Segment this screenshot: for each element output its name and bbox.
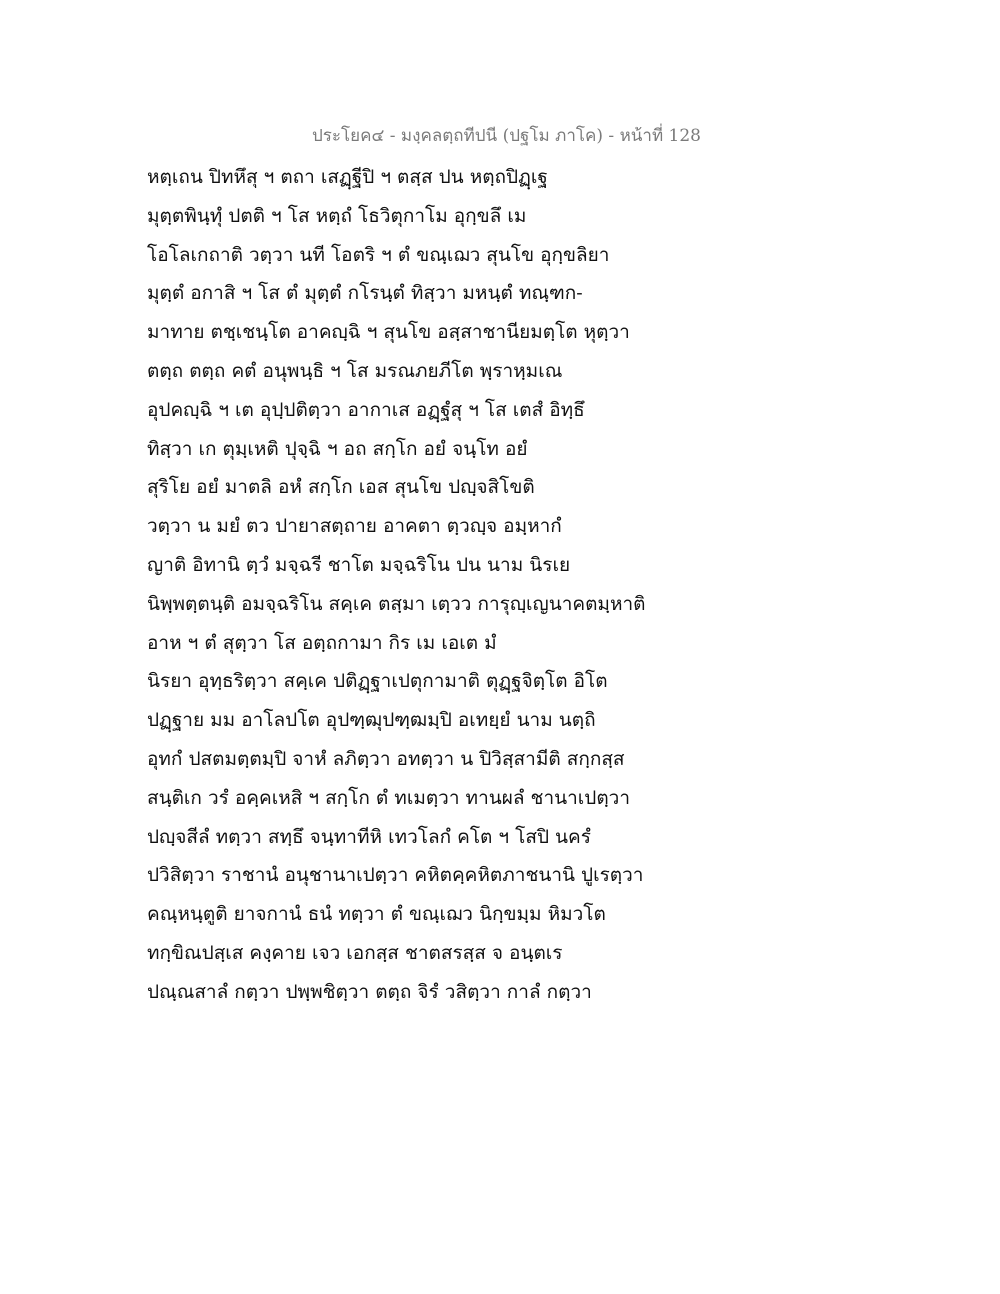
text-line: คณฺหนฺตูติ ยาจกานํ ธนํ ทตฺวา ตํ ขณฺเฌว นิกฺขมฺม หิมวโต xyxy=(147,903,606,926)
text-line: มุตฺตํ อกาสิ ฯ โส ตํ มุตฺตํ กโรนฺตํ ทิสฺวา มหนฺตํ ทณฺฑก- xyxy=(147,282,583,305)
text-line: ปฏฺฐาย มม อาโลปโต อุปฑฺฒุปฑฺฒมฺปิ อเทยฺยํ นาม นตฺถิ xyxy=(147,709,596,732)
text-line: ตตฺถ ตตฺถ คตํ อนุพนฺธิ ฯ โส มรณภยภีโต พฺราหฺมเณ xyxy=(147,359,563,382)
text-line: ปญฺจสีลํ ทตฺวา สทฺธึ จนฺทาทีหิ เทวโลกํ คโต ฯ โสปิ นครํ xyxy=(147,825,591,848)
text-line: ปวิสิตฺวา ราชานํ อนุชานาเปตฺวา คหิตคฺคหิตภาชนานิ ปูเรตฺวา xyxy=(147,864,644,887)
text-line: ญาติ อิทานิ ตฺวํ มจฺฉรี ชาโต มจฺฉริโน ปน นาม นิรเย xyxy=(147,553,571,576)
text-line: มุตฺตพินฺทุํ ปตติ ฯ โส หตฺถํ โธวิตุกาโม อุกฺขลึ เม xyxy=(147,204,527,227)
text-line: อุปคญฺฉิ ฯ เต อุปฺปติตฺวา อากาเส อฏฺฐํสุ ฯ โส เตสํ อิทฺธึ xyxy=(147,398,585,421)
text-line: มาทาย ตชฺเชนฺโต อาคญฺฉิ ฯ สุนโข อสฺสาชานียมตฺโต หุตฺวา xyxy=(147,321,630,344)
text-line: อาห ฯ ตํ สุตฺวา โส อตฺถกามา กิร เม เอเต มํ xyxy=(147,631,497,654)
text-line: นิรยา อุทฺธริตฺวา สคฺเค ปติฏฺฐาเปตุกามาติ ตุฏฺฐจิตฺโต อิโต xyxy=(147,670,608,693)
body-text xyxy=(147,158,707,1012)
text-line: ทกฺขิณปสฺเส คงฺคาย เจว เอกสฺส ชาตสรสฺส จ อนฺตเร xyxy=(147,941,563,964)
text-line: สนฺติเก วรํ อคฺคเหสิ ฯ สกฺโก ตํ ทเมตฺวา ทานผลํ ชานาเปตฺวา xyxy=(147,786,631,809)
running-header: ประโยค๔ - มงฺคลตฺถทีปนี (ปฐโม ภาโค) - หน้าที่ 128 xyxy=(312,126,701,146)
text-line: อุทกํ ปสตมตฺตมฺปิ จาหํ ลภิตฺวา อทตฺวา น ปิวิสฺสามีติ สกฺกสฺส xyxy=(147,747,625,770)
text-line: โอโลเกถาติ วตฺวา นที โอตริ ฯ ตํ ขณฺเฌว สุนโข อุกฺขลิยา xyxy=(147,243,610,266)
text-line: วตฺวา น มยํ ตว ปายาสตฺถาย อาคตา ตฺวญฺจ อมฺหากํ xyxy=(147,515,562,538)
text-line: หตฺเถน ปิทหึสุ ฯ ตถา เสฏฺฐีปิ ฯ ตสฺส ปน หตฺถปิฏฺเฐ xyxy=(147,166,548,188)
text-line: ปณฺณสาลํ กตฺวา ปพฺพชิตฺวา ตตฺถ จิรํ วสิตฺวา กาลํ กตฺวา xyxy=(147,980,592,1003)
text-line: สุริโย อยํ มาตลิ อหํ สกฺโก เอส สุนโข ปญฺจสิโขติ xyxy=(147,476,535,499)
text-line: นิพฺพตฺตนฺติ อมจฺฉริโน สคฺเค ตสฺมา เตฺวว การุญฺเญนาคตมฺหาติ xyxy=(147,592,646,615)
text-line: ทิสฺวา เก ตุมฺเหติ ปุจฺฉิ ฯ อถ สกฺโก อยํ จนฺโท อยํ xyxy=(147,437,528,460)
